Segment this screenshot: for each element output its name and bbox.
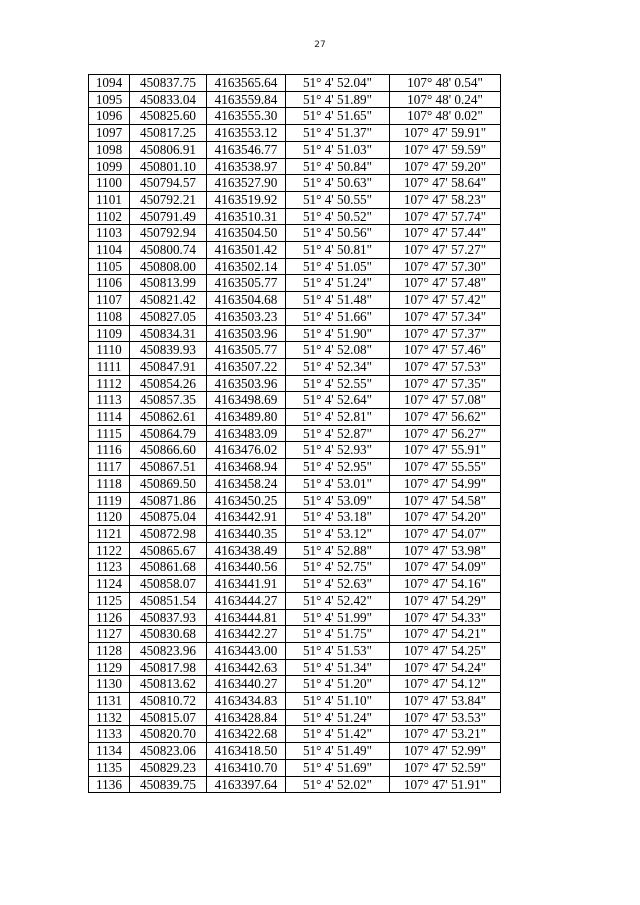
northing-cell: 4163503.23 (207, 308, 286, 325)
longitude-cell: 107° 47' 54.33" (390, 609, 501, 626)
point-id-cell: 1098 (89, 141, 130, 158)
longitude-cell: 107° 47' 57.74" (390, 208, 501, 225)
point-id-cell: 1125 (89, 592, 130, 609)
longitude-cell: 107° 47' 52.59" (390, 759, 501, 776)
point-id-cell: 1105 (89, 258, 130, 275)
point-id-cell: 1117 (89, 459, 130, 476)
easting-cell: 450875.04 (130, 509, 207, 526)
northing-cell: 4163489.80 (207, 409, 286, 426)
table-row (89, 175, 501, 192)
point-id-cell: 1116 (89, 442, 130, 459)
table-row (89, 759, 501, 776)
latitude-cell: 51° 4' 52.08" (286, 342, 390, 359)
point-id-cell: 1124 (89, 576, 130, 593)
easting-cell: 450867.51 (130, 459, 207, 476)
point-id-cell: 1111 (89, 358, 130, 375)
latitude-cell: 51° 4' 51.34" (286, 659, 390, 676)
point-id-cell: 1112 (89, 375, 130, 392)
longitude-cell: 107° 47' 58.64" (390, 175, 501, 192)
northing-cell: 4163418.50 (207, 743, 286, 760)
northing-cell: 4163444.81 (207, 609, 286, 626)
table-row (89, 459, 501, 476)
northing-cell: 4163397.64 (207, 776, 286, 793)
northing-cell: 4163441.91 (207, 576, 286, 593)
latitude-cell: 51° 4' 51.48" (286, 292, 390, 309)
longitude-cell: 107° 47' 56.27" (390, 425, 501, 442)
northing-cell: 4163428.84 (207, 709, 286, 726)
northing-cell: 4163502.14 (207, 258, 286, 275)
longitude-cell: 107° 47' 56.62" (390, 409, 501, 426)
easting-cell: 450825.60 (130, 108, 207, 125)
table-row (89, 191, 501, 208)
latitude-cell: 51° 4' 52.95" (286, 459, 390, 476)
easting-cell: 450869.50 (130, 475, 207, 492)
northing-cell: 4163440.27 (207, 676, 286, 693)
latitude-cell: 51° 4' 51.75" (286, 626, 390, 643)
point-id-cell: 1114 (89, 409, 130, 426)
longitude-cell: 107° 47' 57.35" (390, 375, 501, 392)
table-row (89, 225, 501, 242)
point-id-cell: 1100 (89, 175, 130, 192)
table-row (89, 743, 501, 760)
table-row (89, 258, 501, 275)
northing-cell: 4163450.25 (207, 492, 286, 509)
northing-cell: 4163538.97 (207, 158, 286, 175)
point-id-cell: 1106 (89, 275, 130, 292)
latitude-cell: 51° 4' 52.04" (286, 75, 390, 92)
table-row (89, 75, 501, 92)
easting-cell: 450830.68 (130, 626, 207, 643)
easting-cell: 450801.10 (130, 158, 207, 175)
longitude-cell: 107° 47' 53.53" (390, 709, 501, 726)
northing-cell: 4163505.77 (207, 342, 286, 359)
longitude-cell: 107° 47' 55.91" (390, 442, 501, 459)
point-id-cell: 1133 (89, 726, 130, 743)
latitude-cell: 51° 4' 53.09" (286, 492, 390, 509)
northing-cell: 4163503.96 (207, 375, 286, 392)
northing-cell: 4163476.02 (207, 442, 286, 459)
longitude-cell: 107° 47' 53.98" (390, 542, 501, 559)
northing-cell: 4163503.96 (207, 325, 286, 342)
table-row (89, 525, 501, 542)
northing-cell: 4163410.70 (207, 759, 286, 776)
table-row (89, 409, 501, 426)
table-row (89, 609, 501, 626)
latitude-cell: 51° 4' 50.63" (286, 175, 390, 192)
northing-cell: 4163553.12 (207, 125, 286, 142)
longitude-cell: 107° 47' 59.20" (390, 158, 501, 175)
point-id-cell: 1113 (89, 392, 130, 409)
table-row (89, 642, 501, 659)
latitude-cell: 51° 4' 52.63" (286, 576, 390, 593)
longitude-cell: 107° 47' 57.34" (390, 308, 501, 325)
easting-cell: 450847.91 (130, 358, 207, 375)
longitude-cell: 107° 48' 0.02" (390, 108, 501, 125)
easting-cell: 450864.79 (130, 425, 207, 442)
point-id-cell: 1122 (89, 542, 130, 559)
latitude-cell: 51° 4' 51.24" (286, 275, 390, 292)
longitude-cell: 107° 47' 54.58" (390, 492, 501, 509)
easting-cell: 450833.04 (130, 91, 207, 108)
latitude-cell: 51° 4' 53.18" (286, 509, 390, 526)
point-id-cell: 1102 (89, 208, 130, 225)
table-row (89, 392, 501, 409)
latitude-cell: 51° 4' 51.49" (286, 743, 390, 760)
northing-cell: 4163504.68 (207, 292, 286, 309)
easting-cell: 450813.99 (130, 275, 207, 292)
longitude-cell: 107° 47' 54.29" (390, 592, 501, 609)
easting-cell: 450834.31 (130, 325, 207, 342)
table-row (89, 776, 501, 793)
table-row (89, 275, 501, 292)
latitude-cell: 51° 4' 51.37" (286, 125, 390, 142)
point-id-cell: 1109 (89, 325, 130, 342)
easting-cell: 450821.42 (130, 292, 207, 309)
easting-cell: 450837.93 (130, 609, 207, 626)
table-row (89, 292, 501, 309)
longitude-cell: 107° 47' 54.12" (390, 676, 501, 693)
table-row (89, 659, 501, 676)
northing-cell: 4163440.35 (207, 525, 286, 542)
easting-cell: 450871.86 (130, 492, 207, 509)
longitude-cell: 107° 47' 57.37" (390, 325, 501, 342)
easting-cell: 450792.21 (130, 191, 207, 208)
point-id-cell: 1129 (89, 659, 130, 676)
longitude-cell: 107° 47' 57.08" (390, 392, 501, 409)
longitude-cell: 107° 47' 54.24" (390, 659, 501, 676)
longitude-cell: 107° 47' 55.55" (390, 459, 501, 476)
point-id-cell: 1108 (89, 308, 130, 325)
easting-cell: 450817.98 (130, 659, 207, 676)
northing-cell: 4163442.63 (207, 659, 286, 676)
easting-cell: 450791.49 (130, 208, 207, 225)
table-row (89, 141, 501, 158)
latitude-cell: 51° 4' 50.55" (286, 191, 390, 208)
point-id-cell: 1096 (89, 108, 130, 125)
latitude-cell: 51° 4' 52.93" (286, 442, 390, 459)
point-id-cell: 1094 (89, 75, 130, 92)
northing-cell: 4163443.00 (207, 642, 286, 659)
latitude-cell: 51° 4' 50.84" (286, 158, 390, 175)
longitude-cell: 107° 47' 53.21" (390, 726, 501, 743)
easting-cell: 450837.75 (130, 75, 207, 92)
northing-cell: 4163422.68 (207, 726, 286, 743)
easting-cell: 450823.06 (130, 743, 207, 760)
northing-cell: 4163444.27 (207, 592, 286, 609)
easting-cell: 450800.74 (130, 242, 207, 259)
point-id-cell: 1131 (89, 693, 130, 710)
easting-cell: 450857.35 (130, 392, 207, 409)
easting-cell: 450806.91 (130, 141, 207, 158)
table-row (89, 576, 501, 593)
latitude-cell: 51° 4' 52.87" (286, 425, 390, 442)
easting-cell: 450794.57 (130, 175, 207, 192)
easting-cell: 450866.60 (130, 442, 207, 459)
northing-cell: 4163505.77 (207, 275, 286, 292)
table-row (89, 693, 501, 710)
table-row (89, 626, 501, 643)
latitude-cell: 51° 4' 53.01" (286, 475, 390, 492)
table-row (89, 559, 501, 576)
point-id-cell: 1123 (89, 559, 130, 576)
longitude-cell: 107° 47' 54.07" (390, 525, 501, 542)
table-row (89, 492, 501, 509)
table-row (89, 358, 501, 375)
longitude-cell: 107° 47' 52.99" (390, 743, 501, 760)
latitude-cell: 51° 4' 51.90" (286, 325, 390, 342)
point-id-cell: 1115 (89, 425, 130, 442)
latitude-cell: 51° 4' 50.81" (286, 242, 390, 259)
northing-cell: 4163501.42 (207, 242, 286, 259)
table-row (89, 425, 501, 442)
easting-cell: 450854.26 (130, 375, 207, 392)
longitude-cell: 107° 48' 0.54" (390, 75, 501, 92)
page-number: 27 (314, 40, 326, 50)
easting-cell: 450839.75 (130, 776, 207, 793)
table-row (89, 709, 501, 726)
longitude-cell: 107° 47' 57.44" (390, 225, 501, 242)
latitude-cell: 51° 4' 51.05" (286, 258, 390, 275)
point-id-cell: 1095 (89, 91, 130, 108)
longitude-cell: 107° 47' 57.42" (390, 292, 501, 309)
latitude-cell: 51° 4' 52.81" (286, 409, 390, 426)
table-row (89, 325, 501, 342)
point-id-cell: 1136 (89, 776, 130, 793)
table-row (89, 108, 501, 125)
latitude-cell: 51° 4' 52.02" (286, 776, 390, 793)
latitude-cell: 51° 4' 50.52" (286, 208, 390, 225)
longitude-cell: 107° 48' 0.24" (390, 91, 501, 108)
table-row (89, 125, 501, 142)
table-row (89, 375, 501, 392)
latitude-cell: 51° 4' 51.03" (286, 141, 390, 158)
easting-cell: 450839.93 (130, 342, 207, 359)
easting-cell: 450851.54 (130, 592, 207, 609)
northing-cell: 4163527.90 (207, 175, 286, 192)
longitude-cell: 107° 47' 53.84" (390, 693, 501, 710)
easting-cell: 450820.70 (130, 726, 207, 743)
latitude-cell: 51° 4' 52.55" (286, 375, 390, 392)
point-id-cell: 1119 (89, 492, 130, 509)
easting-cell: 450813.62 (130, 676, 207, 693)
northing-cell: 4163555.30 (207, 108, 286, 125)
northing-cell: 4163438.49 (207, 542, 286, 559)
point-id-cell: 1110 (89, 342, 130, 359)
latitude-cell: 51° 4' 51.20" (286, 676, 390, 693)
longitude-cell: 107° 47' 59.91" (390, 125, 501, 142)
northing-cell: 4163458.24 (207, 475, 286, 492)
easting-cell: 450829.23 (130, 759, 207, 776)
longitude-cell: 107° 47' 57.27" (390, 242, 501, 259)
northing-cell: 4163504.50 (207, 225, 286, 242)
table-row (89, 158, 501, 175)
point-id-cell: 1097 (89, 125, 130, 142)
northing-cell: 4163440.56 (207, 559, 286, 576)
easting-cell: 450872.98 (130, 525, 207, 542)
northing-cell: 4163442.27 (207, 626, 286, 643)
northing-cell: 4163546.77 (207, 141, 286, 158)
northing-cell: 4163468.94 (207, 459, 286, 476)
point-id-cell: 1134 (89, 743, 130, 760)
table-row (89, 308, 501, 325)
easting-cell: 450817.25 (130, 125, 207, 142)
latitude-cell: 51° 4' 51.66" (286, 308, 390, 325)
latitude-cell: 51° 4' 51.10" (286, 693, 390, 710)
point-id-cell: 1118 (89, 475, 130, 492)
northing-cell: 4163442.91 (207, 509, 286, 526)
longitude-cell: 107° 47' 57.30" (390, 258, 501, 275)
longitude-cell: 107° 47' 57.46" (390, 342, 501, 359)
point-id-cell: 1126 (89, 609, 130, 626)
point-id-cell: 1128 (89, 642, 130, 659)
latitude-cell: 51° 4' 50.56" (286, 225, 390, 242)
latitude-cell: 51° 4' 51.69" (286, 759, 390, 776)
latitude-cell: 51° 4' 52.75" (286, 559, 390, 576)
point-id-cell: 1120 (89, 509, 130, 526)
table-row (89, 475, 501, 492)
easting-cell: 450865.67 (130, 542, 207, 559)
northing-cell: 4163565.64 (207, 75, 286, 92)
longitude-cell: 107° 47' 57.53" (390, 358, 501, 375)
latitude-cell: 51° 4' 51.53" (286, 642, 390, 659)
longitude-cell: 107° 47' 57.48" (390, 275, 501, 292)
point-id-cell: 1135 (89, 759, 130, 776)
point-id-cell: 1130 (89, 676, 130, 693)
point-id-cell: 1127 (89, 626, 130, 643)
northing-cell: 4163507.22 (207, 358, 286, 375)
table-row (89, 91, 501, 108)
table-row (89, 676, 501, 693)
coordinates-table-body (89, 75, 501, 793)
longitude-cell: 107° 47' 59.59" (390, 141, 501, 158)
longitude-cell: 107° 47' 58.23" (390, 191, 501, 208)
easting-cell: 450792.94 (130, 225, 207, 242)
easting-cell: 450861.68 (130, 559, 207, 576)
latitude-cell: 51° 4' 52.42" (286, 592, 390, 609)
latitude-cell: 51° 4' 52.34" (286, 358, 390, 375)
northing-cell: 4163519.92 (207, 191, 286, 208)
northing-cell: 4163483.09 (207, 425, 286, 442)
latitude-cell: 51° 4' 51.99" (286, 609, 390, 626)
table-row (89, 242, 501, 259)
easting-cell: 450862.61 (130, 409, 207, 426)
latitude-cell: 51° 4' 51.24" (286, 709, 390, 726)
easting-cell: 450815.07 (130, 709, 207, 726)
table-row (89, 726, 501, 743)
longitude-cell: 107° 47' 54.21" (390, 626, 501, 643)
northing-cell: 4163510.31 (207, 208, 286, 225)
latitude-cell: 51° 4' 51.65" (286, 108, 390, 125)
coordinates-table (88, 74, 501, 793)
longitude-cell: 107° 47' 54.25" (390, 642, 501, 659)
longitude-cell: 107° 47' 54.20" (390, 509, 501, 526)
latitude-cell: 51° 4' 52.64" (286, 392, 390, 409)
table-row (89, 442, 501, 459)
point-id-cell: 1121 (89, 525, 130, 542)
easting-cell: 450810.72 (130, 693, 207, 710)
point-id-cell: 1132 (89, 709, 130, 726)
latitude-cell: 51° 4' 51.89" (286, 91, 390, 108)
latitude-cell: 51° 4' 51.42" (286, 726, 390, 743)
northing-cell: 4163498.69 (207, 392, 286, 409)
point-id-cell: 1104 (89, 242, 130, 259)
longitude-cell: 107° 47' 51.91" (390, 776, 501, 793)
table-row (89, 208, 501, 225)
point-id-cell: 1099 (89, 158, 130, 175)
northing-cell: 4163559.84 (207, 91, 286, 108)
point-id-cell: 1107 (89, 292, 130, 309)
table-row (89, 542, 501, 559)
northing-cell: 4163434.83 (207, 693, 286, 710)
latitude-cell: 51° 4' 53.12" (286, 525, 390, 542)
longitude-cell: 107° 47' 54.16" (390, 576, 501, 593)
longitude-cell: 107° 47' 54.99" (390, 475, 501, 492)
easting-cell: 450823.96 (130, 642, 207, 659)
table-row (89, 342, 501, 359)
table-row (89, 592, 501, 609)
easting-cell: 450858.07 (130, 576, 207, 593)
easting-cell: 450827.05 (130, 308, 207, 325)
table-row (89, 509, 501, 526)
point-id-cell: 1101 (89, 191, 130, 208)
longitude-cell: 107° 47' 54.09" (390, 559, 501, 576)
point-id-cell: 1103 (89, 225, 130, 242)
latitude-cell: 51° 4' 52.88" (286, 542, 390, 559)
easting-cell: 450808.00 (130, 258, 207, 275)
